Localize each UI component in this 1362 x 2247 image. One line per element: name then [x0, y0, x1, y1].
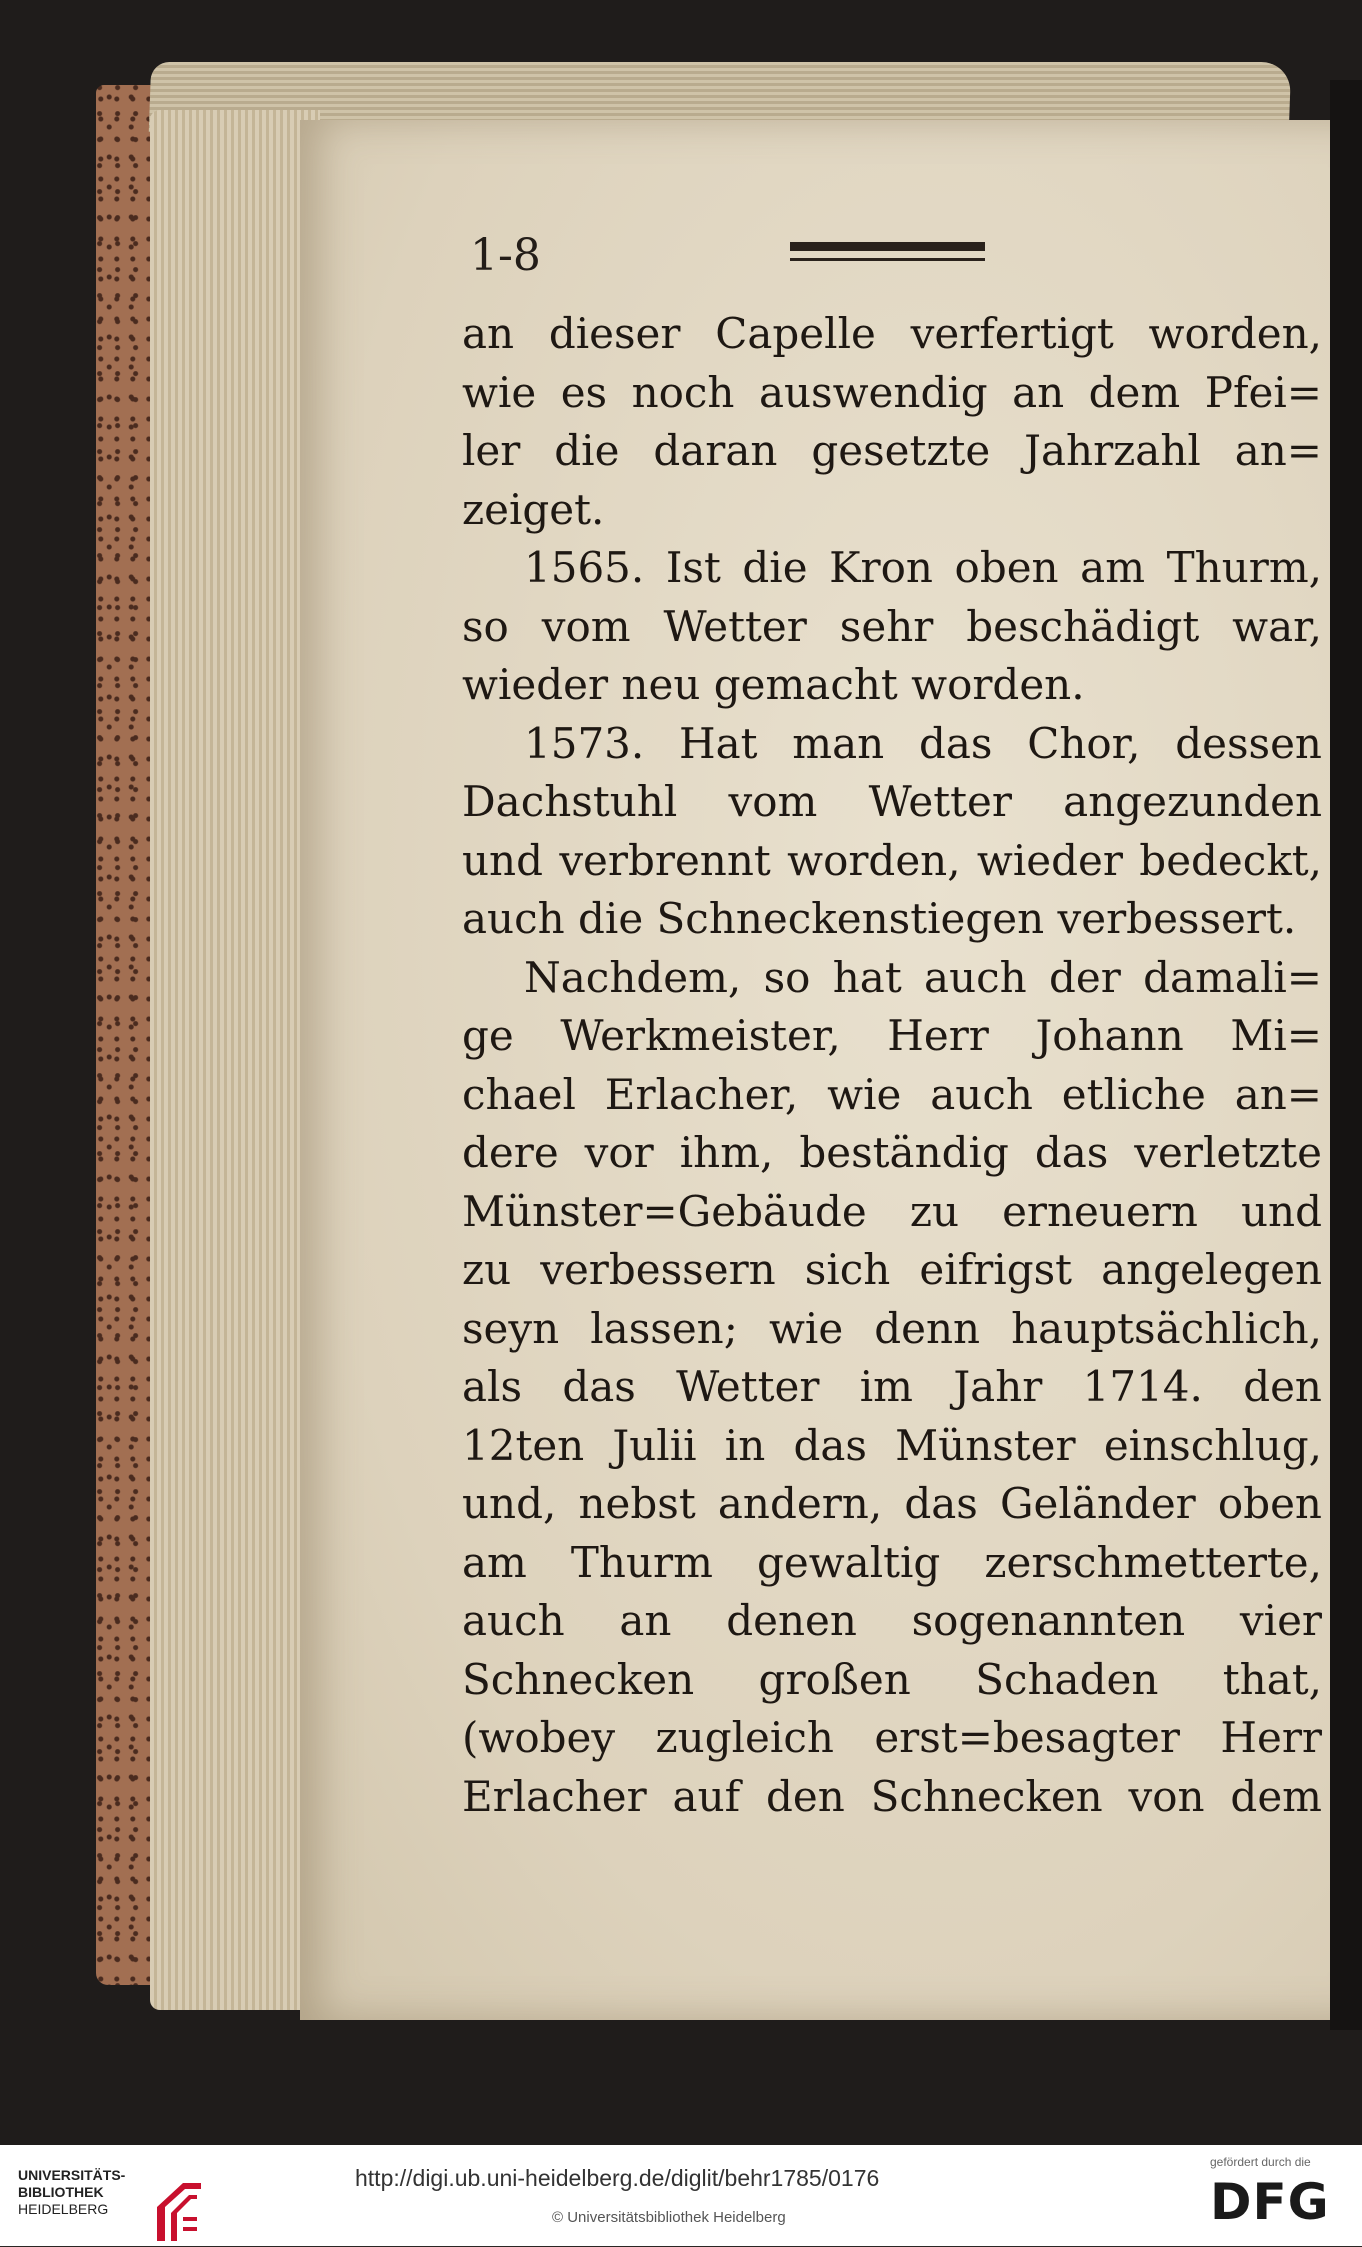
dfg-wordmark: DFG	[1210, 2173, 1330, 2231]
permalink-url[interactable]: http://digi.ub.uni-heidelberg.de/diglit/behr1785/0176	[355, 2165, 880, 2191]
text-line: und verbrennt worden, wieder bedeckt,	[462, 835, 1322, 885]
copyright-notice: © Universitätsbibliothek Heidelberg	[552, 2209, 786, 2226]
viewer-footer	[0, 2145, 1362, 2246]
library-mark-icon	[153, 2177, 205, 2247]
page-body-text	[462, 305, 1322, 1826]
page-number: 1-8	[470, 230, 541, 281]
page-header	[470, 230, 990, 290]
page-stack	[150, 110, 320, 2010]
header-rule	[790, 238, 990, 268]
text-line: chael Erlacher, wie auch etliche an=	[462, 1069, 1322, 1119]
text-line: so vom Wetter sehr beschädigt war,	[462, 601, 1322, 651]
library-name: UNIVERSITÄTS- BIBLIOTHEK HEIDELBERG	[18, 2167, 126, 2217]
text-line: Nachdem, so hat auch der damali=	[524, 952, 1322, 1002]
text-line: Schnecken großen Schaden that,	[462, 1654, 1322, 1704]
text-line: 1573. Hat man das Chor, dessen	[524, 718, 1322, 768]
text-line: wieder neu gemacht worden.	[462, 660, 1085, 709]
text-line: auch an denen sogenannten vier	[462, 1596, 1322, 1645]
text-line: auch die Schneckenstiegen verbessert.	[462, 894, 1297, 943]
text-line: 1565. Ist die Kron oben am Thurm,	[524, 543, 1322, 592]
text-line: Münster=Gebäude zu erneuern und	[462, 1186, 1322, 1236]
text-line: als das Wetter im Jahr 1714. den	[462, 1362, 1322, 1411]
dfg-logo[interactable]	[1210, 2155, 1350, 2235]
text-line: zeiget.	[462, 484, 605, 534]
text-line: ge Werkmeister, Herr Johann Mi=	[462, 1011, 1322, 1060]
text-line: am Thurm gewaltig zerschmetterte,	[462, 1537, 1322, 1587]
gutter-shadow	[1330, 80, 1362, 2030]
university-library-logo[interactable]	[18, 2167, 198, 2233]
text-line: Erlacher auf den Schnecken von dem	[462, 1771, 1322, 1821]
text-line: dere vor ihm, beständig das verletzte	[462, 1128, 1322, 1177]
text-line: Dachstuhl vom Wetter angezunden	[462, 777, 1322, 826]
text-line: zu verbessern sich eifrigst angelegen	[462, 1245, 1322, 1294]
text-line: wie es noch auswendig an dem Pfei=	[462, 367, 1322, 417]
text-line: an dieser Capelle verfertigt worden,	[462, 309, 1322, 358]
text-line: ler die daran gesetzte Jahrzahl an=	[462, 426, 1322, 475]
dfg-funding-note: gefördert durch die	[1210, 2155, 1311, 2169]
text-line: 12ten Julii in das Münster einschlug,	[462, 1420, 1322, 1470]
text-line: seyn lassen; wie denn hauptsächlich,	[462, 1303, 1322, 1353]
text-line: und, nebst andern, das Geländer oben	[462, 1479, 1322, 1528]
text-line: (wobey zugleich erst=besagter Herr	[462, 1713, 1322, 1762]
